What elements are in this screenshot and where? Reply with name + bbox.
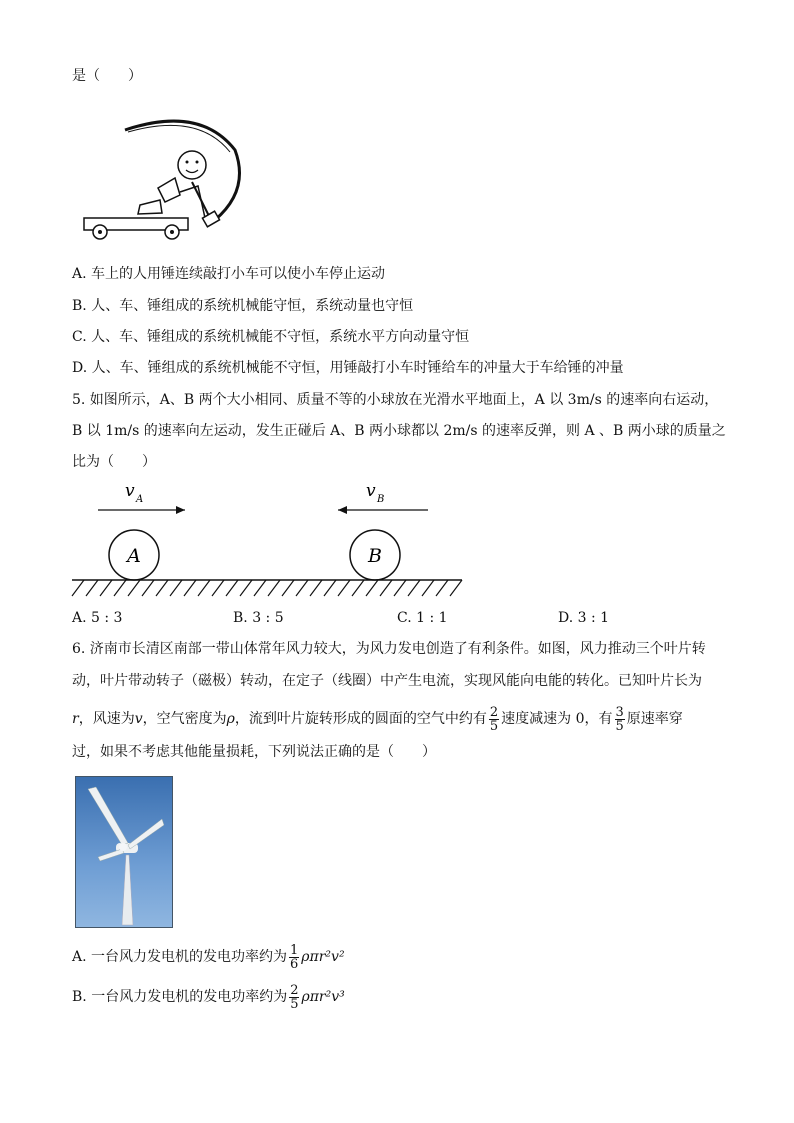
hammer-cart-figure (80, 110, 250, 245)
q5-option-b: B. 3 : 5 (233, 610, 284, 626)
q5-option-a: A. 5 : 3 (72, 610, 123, 626)
ball-b-label: B (368, 545, 382, 567)
q6-stem-line3: r，风速为v，空气密度为ρ，流到叶片旋转形成的圆面的空气中约有 $\frac{2}{5}$ 速度减速为 0，有 $\frac{3}{5}$ 原速率穿 (72, 704, 683, 734)
q4-option-a: A. 车上的人用锤连续敲打小车可以使小车停止运动 (72, 266, 386, 282)
var-rho: ρ (226, 711, 235, 727)
collision-figure (70, 478, 470, 603)
q6-stem-line4: 过，如果不考虑其他能量损耗，下列说法正确的是（ ） (72, 744, 436, 760)
q4-option-b: B. 人、车、锤组成的系统机械能守恒，系统动量也守恒 (72, 298, 414, 314)
ground-hatching (72, 580, 462, 596)
va-subscript: A (136, 494, 144, 505)
fraction-two-fifths: $\frac{2}{5}$ (489, 704, 499, 734)
q4-stem-tail: 是（ ） (72, 68, 142, 84)
q5-stem-line3: 比为（ ） (72, 454, 156, 470)
va-label: v (125, 481, 135, 501)
q5-stem-line2: B 以 1m/s 的速率向左运动，发生正碰后 A、B 两小球都以 2m/s 的速率反弹，则 A 、B 两小球的质量之 (72, 423, 726, 439)
ball-a-label: A (127, 545, 141, 567)
q6-option-b: B. 一台风力发电机的发电功率约为 $\frac{2}{5}$ ρπr²v³ (72, 982, 345, 1012)
fraction-three-fifths: $\frac{3}{5}$ (615, 704, 624, 734)
q6-option-a: A. 一台风力发电机的发电功率约为 $\frac{1}{6}$ ρπr²v² (72, 942, 345, 972)
q5-option-d: D. 3 : 1 (558, 610, 610, 626)
var-r: r (72, 711, 79, 727)
q6-stem-line2: 动，叶片带动转子（磁极）转动，在定子（线圈）中产生电流，实现风能向电能的转化。已知叶片长为 (72, 673, 702, 689)
q5-stem-line1: 5. 如图所示，A、B 两个大小相同、质量不等的小球放在光滑水平地面上，A 以 3m/s 的速率向右运动， (72, 392, 719, 408)
q4-option-d: D. 人、车、锤组成的系统机械能不守恒，用锤敲打小车时锤给车的冲量大于车给锤的冲量 (72, 360, 624, 376)
q5-option-c: C. 1 : 1 (397, 610, 448, 626)
vb-label: v (366, 481, 376, 501)
vb-subscript: B (377, 494, 385, 505)
q6-stem-line1: 6. 济南市长清区南部一带山体常年风力较大，为风力发电创造了有利条件。如图，风力推动三个叶片转 (72, 641, 706, 657)
wind-turbine-photo (75, 776, 173, 928)
q4-option-c: C. 人、车、锤组成的系统机械能不守恒，系统水平方向动量守恒 (72, 329, 470, 345)
var-v: v (134, 711, 143, 727)
